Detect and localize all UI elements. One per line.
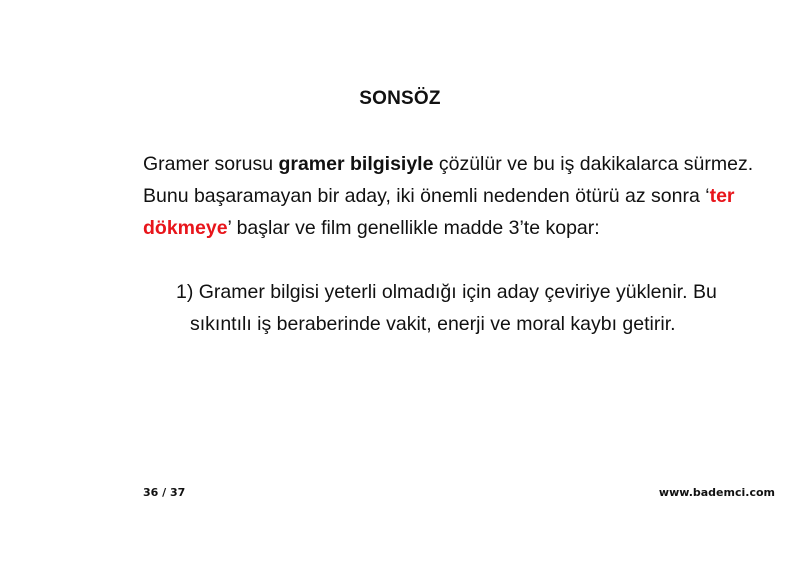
page-number: 36 / 37: [143, 486, 186, 499]
paragraph-red-text: dökmeye: [143, 217, 228, 239]
paragraph-text: ’ başlar ve film genellikle madde 3’te kopar:: [227, 217, 600, 239]
website-url: www.bademci.com: [658, 486, 775, 499]
paragraph-bold-text: gramer bilgisiyle: [278, 153, 434, 175]
paragraph-text: Bunu başaramayan bir aday, iki önemli nedenden ötürü az sonra ‘: [143, 185, 710, 207]
intro-paragraph: [143, 148, 793, 244]
list-item-line-2: sıkıntılı iş beraberinde vakit, enerji ve moral kaybı getirir.: [190, 313, 676, 335]
reason-list: [176, 276, 786, 340]
paragraph-line-1: [143, 148, 793, 180]
paragraph-red-text: ter: [709, 185, 735, 207]
paragraph-line-3: [143, 212, 793, 244]
paragraph-text: çözülür ve bu iş dakikalarca sürmez.: [433, 153, 754, 175]
paragraph-text: Gramer sorusu: [143, 153, 279, 175]
list-item-line-1: 1) Gramer bilgisi yeterli olmadığı için aday çeviriye yüklenir. Bu: [176, 281, 717, 303]
page-title: SONSÖZ: [359, 88, 441, 109]
paragraph-line-2: [143, 180, 793, 212]
